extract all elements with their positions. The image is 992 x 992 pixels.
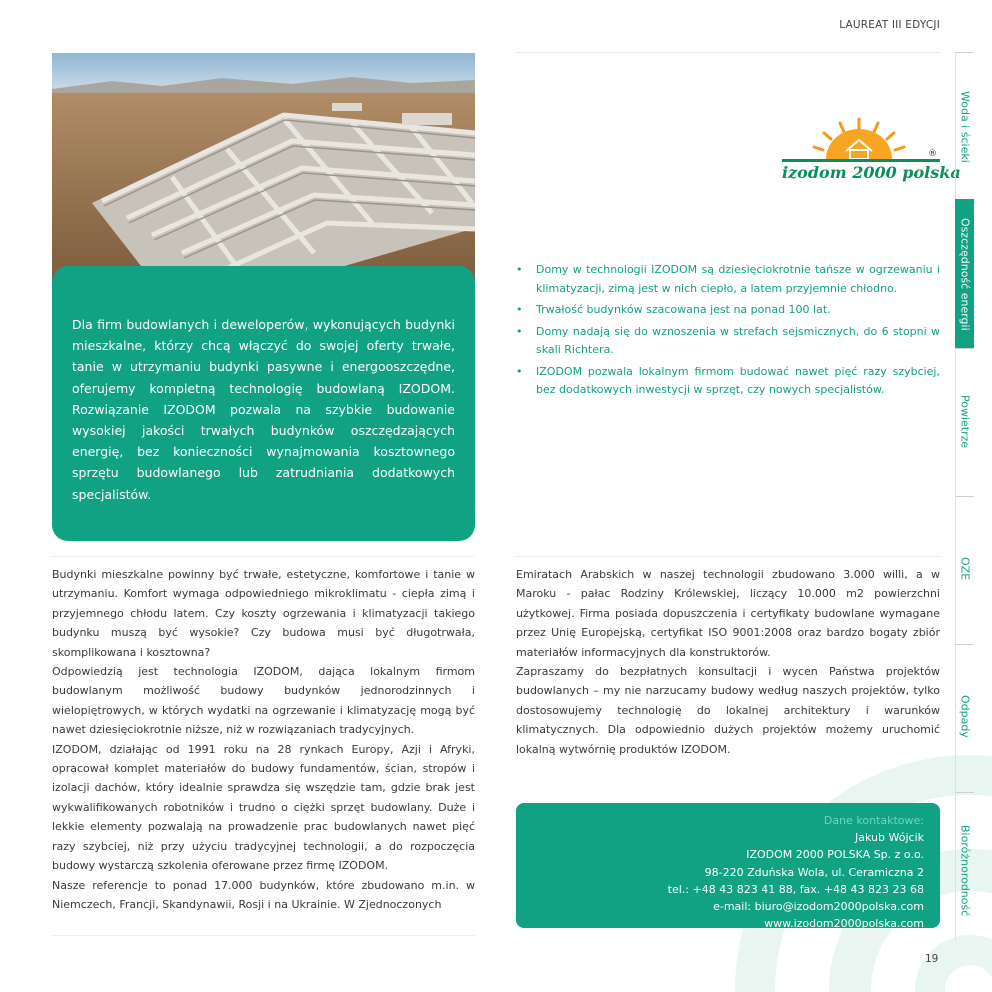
contact-website: www.izodom2000polska.com [764,917,924,931]
contact-heading: Dane kontaktowe: [823,814,924,827]
paragraph: Zapraszamy do bezpłatnych konsultacji i wycen Państwa projektów budowlanych – my nie narzucamy budowy według naszych projektów, tylko dostosowujemy technologię do lokalnej architektury i warunków klimatycznych. Dla odpowiednio dużych projektów możemy uruchomić lokalną wytwórnię produktów IZODOM. [516,665,940,756]
body-column-right [516,565,940,759]
divider [52,935,475,936]
paragraph: Budynki mieszkalne powinny być trwałe, estetyczne, komfortowe i tanie w utrzymaniu. Komfort wymaga odpowiedniego mikroklimatu - ciepła zimą i przyjemnego chłodu latem. Czy koszty ogrzewania i klimatyzacji takiego budynku muszą być wysokie? Czy budowa musi być długotrwała, skomplikowana i kosztowna? [52,568,475,659]
tab-odpady[interactable] [955,644,974,792]
sun-icon [814,119,904,159]
tab-woda-i-scieki[interactable] [955,52,974,199]
tab-label: Powietrze [958,395,972,449]
contact-company: IZODOM 2000 POLSKA Sp. z o.o. [746,848,924,862]
contact-email: e-mail: biuro@izodom2000polska.com [713,900,924,914]
paragraph: IZODOM, działając od 1991 roku na 28 rynkach Europy, Azji i Afryki, opracował komplet materiałów do budowy fundamentów, ścian, stropów i izolacji dachów, który idealnie sprawdza się wszędzie tam, gdzie brak jest wykwalifikowanych robotników i trudno o ciężki sprzęt budowlany. Duże i lekkie elementy pozwalają na prowadzenie prac budowlanych nawet pięć razy szybciej, niż przy użyciu tradycyjnej technologii, a do rozpoczęcia budowy wystarczą szkolenia oferowane przez firmę IZODOM. [52,742,475,873]
tab-oszczednosc-energii[interactable] [955,199,974,348]
contact-box [516,803,940,931]
page-number: 19 [925,953,939,965]
benefits-list [516,261,940,403]
intro-text: Dla firm budowlanych i deweloperów, wykonujących budynki mieszkalne, którzy chcą włączyć do swojej oferty trwałe, tanie w utrzymaniu budynki pasywne i energooszczędne, oferujemy kompletną technologię budowlaną IZODOM. Rozwiązanie IZODOM pozwala na szybkie budowanie wysokiej jakości trwałych budynków oszczędzających energię, bez konieczności wynajmowania kosztownego sprzętu budowlanego lub zatrudniania dodatkowych specjalistów. [72,317,455,502]
tab-label: OZE [958,557,972,581]
tab-label: Oszczędność energii [958,218,972,331]
contact-address: 98-220 Zduńska Wola, ul. Ceramiczna 2 [704,865,924,879]
top-divider [516,52,940,53]
contact-phone: tel.: +48 43 823 41 88, fax. +48 43 823 23 68 [667,882,924,896]
tab-bioroznorodnosc[interactable] [955,792,974,940]
registered-mark: ® [928,149,937,159]
tab-powietrze[interactable] [955,348,974,496]
body-column-left [52,565,475,914]
edition-header: LAUREAT III EDYCJI [839,19,940,31]
list-item: • Domy w technologii IZODOM są dziesięciokrotnie tańsze w ogrzewaniu i klimatyzacji, zimą jest w nich ciepło, a latem przyjemnie chłodno. [516,263,940,295]
tab-label: Woda i ścieki [958,91,972,163]
list-item: • IZODOM pozwala lokalnym firmom budować nawet pięć razy szybciej, bez dodatkowych inwestycji w sprzęt, czy nowych specjalistów. [516,364,940,396]
divider [516,556,940,557]
tab-label: Odpady [958,695,972,738]
list-item: • Trwałość budynków szacowana jest na ponad 100 lat. [516,303,831,316]
izodom-logo [778,115,961,187]
construction-site-photo [52,53,475,293]
section-tabs [955,52,974,940]
logo-wordmark: izodom 2000 polska [782,163,961,182]
contact-name: Jakub Wójcik [855,831,924,845]
paragraph: Emiratach Arabskich w naszej technologii zbudowano 3.000 willi, a w Maroku - pałac Rodziny Królewskiej, liczący 10.000 m2 powierzchni użytkowej. Firma posiada dopuszczenia i certyfikaty budowlane wymagane przez Unię Europejską, certyfikat ISO 9001:2008 oraz bardzo bogaty zbiór materiałów informacyjnych dla konstruktorów. [516,568,940,659]
intro-box [52,266,475,541]
divider [52,556,475,557]
paragraph: Nasze referencje to ponad 17.000 budynków, które zbudowano m.in. w Niemczech, Francji, Skandynawii, Rosji i na Ukrainie. W Zjednoczonych [52,878,475,911]
paragraph: Odpowiedzią jest technologia IZODOM, dająca lokalnym firmom budowlanym możliwość budowy budynków jednorodzinnych i wielopiętrowych, w których wydatki na ogrzewanie i klimatyzację mogą być nawet dziesięciokrotnie niższe, niż w rozwiązaniach tradycyjnych. [52,665,475,737]
tab-label: Bioróżnorodność [958,825,972,917]
list-item: • Domy nadają się do wznoszenia w strefach sejsmicznych, do 6 stopni w skali Richtera. [516,324,940,356]
tab-oze[interactable] [955,496,974,644]
